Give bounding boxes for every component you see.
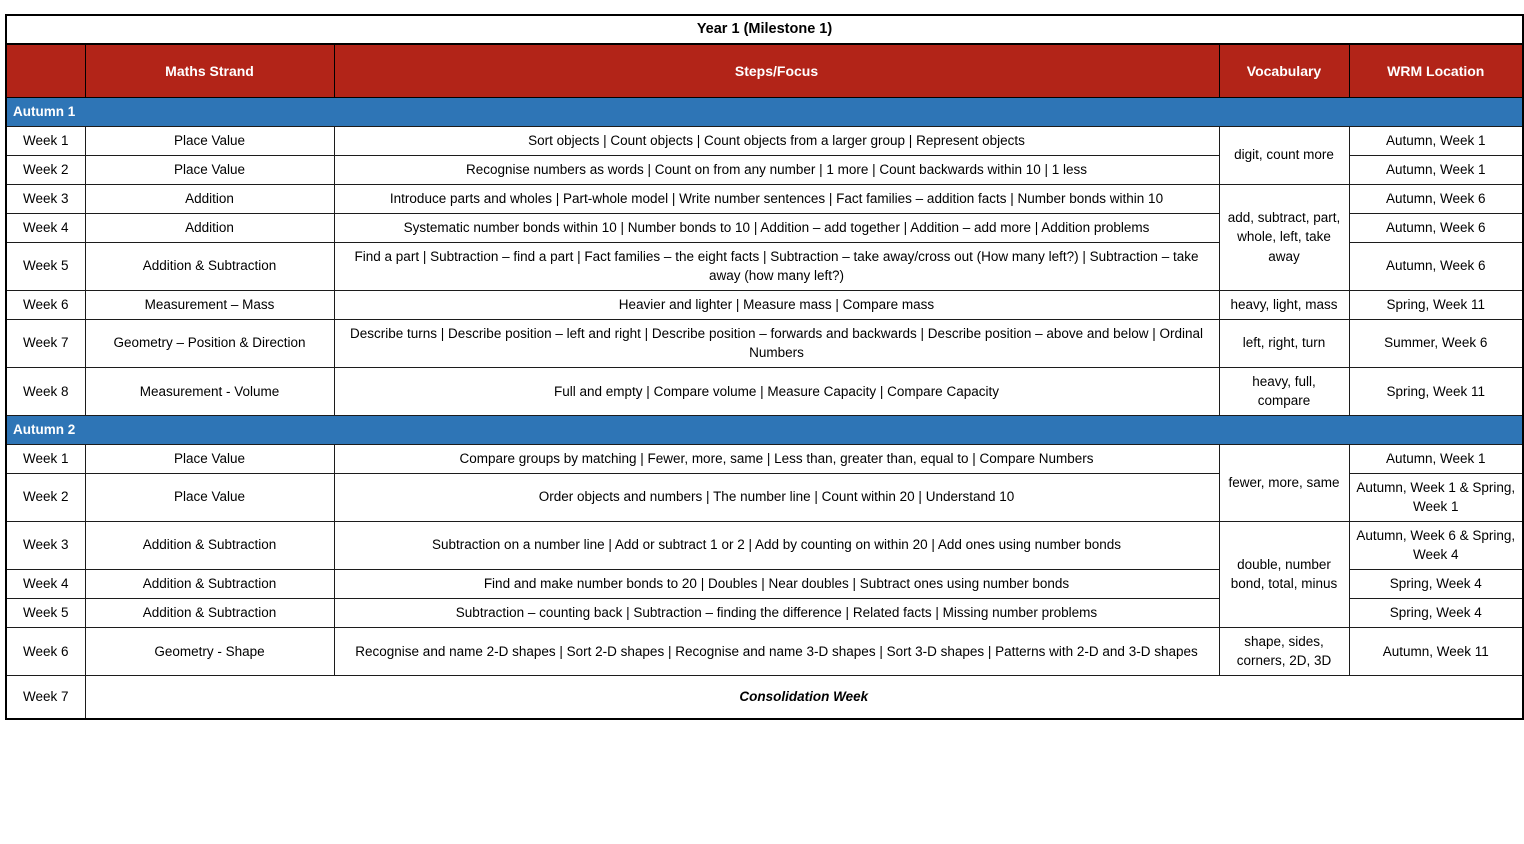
strand-cell: Addition & Subtraction [85,569,334,598]
steps-cell: Full and empty | Compare volume | Measure Capacity | Compare Capacity [334,367,1219,415]
strand-cell: Addition [85,184,334,213]
vocab-cell: heavy, light, mass [1219,290,1349,319]
steps-cell: Introduce parts and wholes | Part-whole model | Write number sentences | Fact families – addition facts | Number bonds within 10 [334,184,1219,213]
section-label: Autumn 2 [6,415,1523,444]
vocab-cell: left, right, turn [1219,319,1349,367]
column-header-strand: Maths Strand [85,44,334,98]
week-cell: Week 4 [6,213,85,242]
wrm-cell: Autumn, Week 1 & Spring, Week 1 [1349,473,1523,521]
week-cell: Week 7 [6,319,85,367]
table-row [6,444,1523,473]
vocab-cell: fewer, more, same [1219,444,1349,521]
column-header-week [6,44,85,98]
week-cell: Week 3 [6,521,85,569]
section-row-autumn-1 [6,98,1523,127]
strand-cell: Place Value [85,473,334,521]
strand-cell: Addition & Subtraction [85,598,334,627]
column-header-vocab: Vocabulary [1219,44,1349,98]
week-cell: Week 2 [6,473,85,521]
table-row [6,184,1523,213]
strand-cell: Measurement - Volume [85,367,334,415]
section-label: Autumn 1 [6,98,1523,127]
vocab-cell: add, subtract, part, whole, left, take away [1219,184,1349,290]
table-row [6,627,1523,675]
column-header-steps: Steps/Focus [334,44,1219,98]
week-cell: Week 6 [6,627,85,675]
wrm-cell: Spring, Week 11 [1349,367,1523,415]
consolidation-cell: Consolidation Week [85,675,1523,719]
week-cell: Week 6 [6,290,85,319]
wrm-cell: Autumn, Week 1 [1349,155,1523,184]
week-cell: Week 5 [6,598,85,627]
wrm-cell: Autumn, Week 6 [1349,213,1523,242]
table-row [6,675,1523,719]
steps-cell: Subtraction – counting back | Subtraction – finding the difference | Related facts | Missing number problems [334,598,1219,627]
steps-cell: Compare groups by matching | Fewer, more, same | Less than, greater than, equal to | Compare Numbers [334,444,1219,473]
steps-cell: Find a part | Subtraction – find a part | Fact families – the eight facts | Subtraction – take away/cross out (How many left?) | Subtraction – take away (how many left?) [334,242,1219,290]
column-header-wrm: WRM Location [1349,44,1523,98]
section-row-autumn-2 [6,415,1523,444]
strand-cell: Place Value [85,444,334,473]
strand-cell: Geometry – Position & Direction [85,319,334,367]
table-row [6,319,1523,367]
vocab-cell: shape, sides, corners, 2D, 3D [1219,627,1349,675]
wrm-cell: Autumn, Week 6 & Spring, Week 4 [1349,521,1523,569]
steps-cell: Describe turns | Describe position – left and right | Describe position – forwards and backwards | Describe position – above and below | Ordinal Numbers [334,319,1219,367]
steps-cell: Subtraction on a number line | Add or subtract 1 or 2 | Add by counting on within 20 | Add ones using number bonds [334,521,1219,569]
table-row [6,367,1523,415]
wrm-cell: Autumn, Week 11 [1349,627,1523,675]
steps-cell: Sort objects | Count objects | Count objects from a larger group | Represent objects [334,126,1219,155]
vocab-cell: digit, count more [1219,126,1349,184]
week-cell: Week 1 [6,444,85,473]
strand-cell: Place Value [85,155,334,184]
table-row [6,290,1523,319]
strand-cell: Addition & Subtraction [85,521,334,569]
wrm-cell: Summer, Week 6 [1349,319,1523,367]
strand-cell: Place Value [85,126,334,155]
wrm-cell: Autumn, Week 6 [1349,242,1523,290]
title-row [6,15,1523,44]
page-title: Year 1 (Milestone 1) [6,15,1523,44]
strand-cell: Measurement – Mass [85,290,334,319]
steps-cell: Order objects and numbers | The number line | Count within 20 | Understand 10 [334,473,1219,521]
steps-cell: Heavier and lighter | Measure mass | Compare mass [334,290,1219,319]
strand-cell: Addition & Subtraction [85,242,334,290]
wrm-cell: Spring, Week 4 [1349,598,1523,627]
week-cell: Week 4 [6,569,85,598]
table-row [6,126,1523,155]
wrm-cell: Autumn, Week 1 [1349,444,1523,473]
week-cell: Week 5 [6,242,85,290]
week-cell: Week 8 [6,367,85,415]
week-cell: Week 2 [6,155,85,184]
wrm-cell: Autumn, Week 1 [1349,126,1523,155]
strand-cell: Geometry - Shape [85,627,334,675]
table-row [6,521,1523,569]
steps-cell: Recognise numbers as words | Count on from any number | 1 more | Count backwards within 10 | 1 less [334,155,1219,184]
curriculum-table-body [6,98,1523,719]
wrm-cell: Spring, Week 11 [1349,290,1523,319]
vocab-cell: double, number bond, total, minus [1219,521,1349,627]
wrm-cell: Autumn, Week 6 [1349,184,1523,213]
vocab-cell: heavy, full, compare [1219,367,1349,415]
curriculum-table [5,14,1524,720]
steps-cell: Find and make number bonds to 20 | Doubles | Near doubles | Subtract ones using number bonds [334,569,1219,598]
steps-cell: Recognise and name 2-D shapes | Sort 2-D shapes | Recognise and name 3-D shapes | Sort 3-D shapes | Patterns with 2-D and 3-D shapes [334,627,1219,675]
week-cell: Week 1 [6,126,85,155]
steps-cell: Systematic number bonds within 10 | Number bonds to 10 | Addition – add together | Addition – add more | Addition problems [334,213,1219,242]
wrm-cell: Spring, Week 4 [1349,569,1523,598]
week-cell: Week 7 [6,675,85,719]
strand-cell: Addition [85,213,334,242]
week-cell: Week 3 [6,184,85,213]
column-header-row [6,44,1523,98]
